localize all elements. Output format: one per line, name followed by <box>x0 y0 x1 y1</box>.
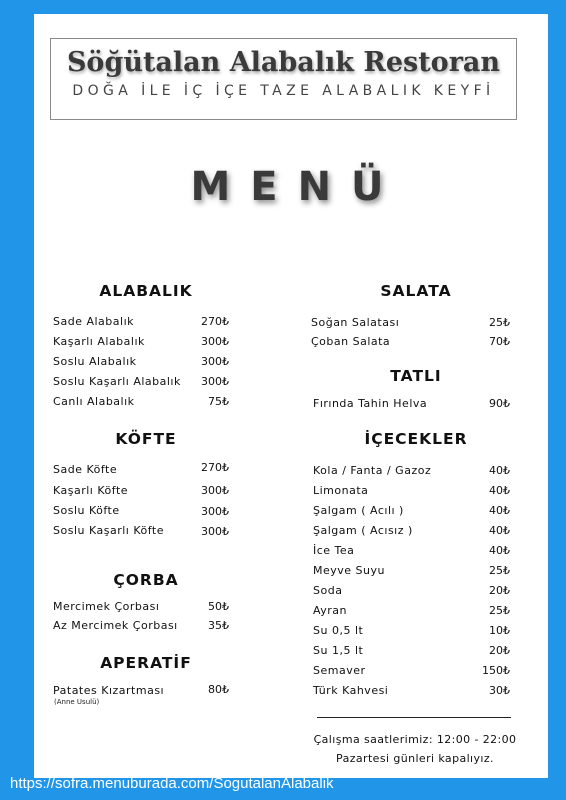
menu-item-name: Kola / Fanta / Gazoz <box>313 464 432 477</box>
menu-item-price: 70₺ <box>489 335 510 348</box>
menu-item-name: Çoban Salata <box>311 335 391 348</box>
restaurant-title: Söğütalan Alabalık Restoran <box>66 47 501 78</box>
header-box <box>50 38 517 120</box>
menu-item-price: 75₺ <box>208 395 229 408</box>
menu-item-name: Sade Alabalık <box>53 315 134 328</box>
menu-heading: MENÜ <box>190 164 404 210</box>
menu-item-name: Limonata <box>313 484 369 497</box>
menu-item-price: 300₺ <box>201 484 229 497</box>
menu-item-name: Su 0,5 lt <box>313 624 364 637</box>
menu-item-name: Kaşarlı Alabalık <box>53 335 145 348</box>
closed-day-text: Pazartesi günleri kapalıyız. <box>336 752 494 765</box>
menu-item-price: 300₺ <box>201 375 229 388</box>
menu-item-price: 270₺ <box>201 315 229 328</box>
menu-item-price: 10₺ <box>489 624 510 637</box>
section-title-kofte: KÖFTE <box>115 430 177 448</box>
menu-item-name: İce Tea <box>313 544 355 557</box>
menu-item-price: 40₺ <box>489 484 510 497</box>
opening-hours <box>304 730 526 768</box>
menu-url: https://sofra.menuburada.com/SogutalanAlabalik <box>10 775 334 792</box>
menu-item-name: Sade Köfte <box>53 463 118 476</box>
menu-item-price: 80₺ <box>208 683 229 696</box>
menu-item-price: 25₺ <box>489 564 510 577</box>
menu-item-price: 20₺ <box>489 584 510 597</box>
restaurant-tagline: DOĞA İLE İÇ İÇE TAZE ALABALIK KEYFİ <box>72 83 495 99</box>
menu-item-name: Mercimek Çorbası <box>53 600 160 613</box>
menu-item-name: Soslu Alabalık <box>53 355 137 368</box>
menu-item-price: 270₺ <box>201 461 229 474</box>
menu-item-price: 25₺ <box>489 316 510 329</box>
section-title-alabalik: ALABALIK <box>99 282 193 300</box>
menu-item-price: 90₺ <box>489 397 510 410</box>
menu-item-name: Soda <box>313 584 343 597</box>
menu-item-name: Fırında Tahin Helva <box>313 397 428 410</box>
menu-item-name: Şalgam ( Acısız ) <box>313 524 413 537</box>
menu-item-price: 300₺ <box>201 355 229 368</box>
menu-item-name: Su 1,5 lt <box>313 644 364 657</box>
menu-item-name: Ayran <box>313 604 348 617</box>
menu-item-name: Soslu Köfte <box>53 504 120 517</box>
menu-item-note: (Anne Usulü) <box>54 698 100 706</box>
menu-item-name: Patates Kızartması <box>53 684 165 697</box>
menu-item-name: Canlı Alabalık <box>53 395 135 408</box>
menu-item-name: Şalgam ( Acılı ) <box>313 504 404 517</box>
menu-item-price: 40₺ <box>489 524 510 537</box>
menu-item-name: Soslu Kaşarlı Köfte <box>53 524 164 537</box>
menu-item-name: Soğan Salatası <box>311 316 400 329</box>
menu-item-price: 300₺ <box>201 525 229 538</box>
menu-item-price: 40₺ <box>489 544 510 557</box>
section-title-corba: ÇORBA <box>113 571 179 589</box>
footer-divider <box>317 717 511 718</box>
section-title-aperatif: APERATİF <box>100 654 192 672</box>
menu-item-name: Az Mercimek Çorbası <box>53 619 178 632</box>
menu-item-price: 35₺ <box>208 619 229 632</box>
menu-item-name: Türk Kahvesi <box>313 684 389 697</box>
menu-item-price: 150₺ <box>482 664 510 677</box>
section-title-tatli: TATLI <box>390 367 442 385</box>
menu-page <box>34 14 548 778</box>
menu-item-price: 20₺ <box>489 644 510 657</box>
menu-item-price: 40₺ <box>489 464 510 477</box>
section-title-icecekler: İÇECEKLER <box>364 430 468 448</box>
menu-item-name: Semaver <box>313 664 366 677</box>
menu-item-name: Kaşarlı Köfte <box>53 484 129 497</box>
menu-item-price: 300₺ <box>201 335 229 348</box>
hours-text: Çalışma saatlerimiz: 12:00 - 22:00 <box>313 733 517 746</box>
menu-item-name: Meyve Suyu <box>313 564 385 577</box>
section-title-salata: SALATA <box>380 282 452 300</box>
menu-item-price: 50₺ <box>208 600 229 613</box>
menu-item-price: 25₺ <box>489 604 510 617</box>
menu-item-price: 300₺ <box>201 505 229 518</box>
menu-item-price: 40₺ <box>489 504 510 517</box>
menu-item-name: Soslu Kaşarlı Alabalık <box>53 375 181 388</box>
menu-item-price: 30₺ <box>489 684 510 697</box>
